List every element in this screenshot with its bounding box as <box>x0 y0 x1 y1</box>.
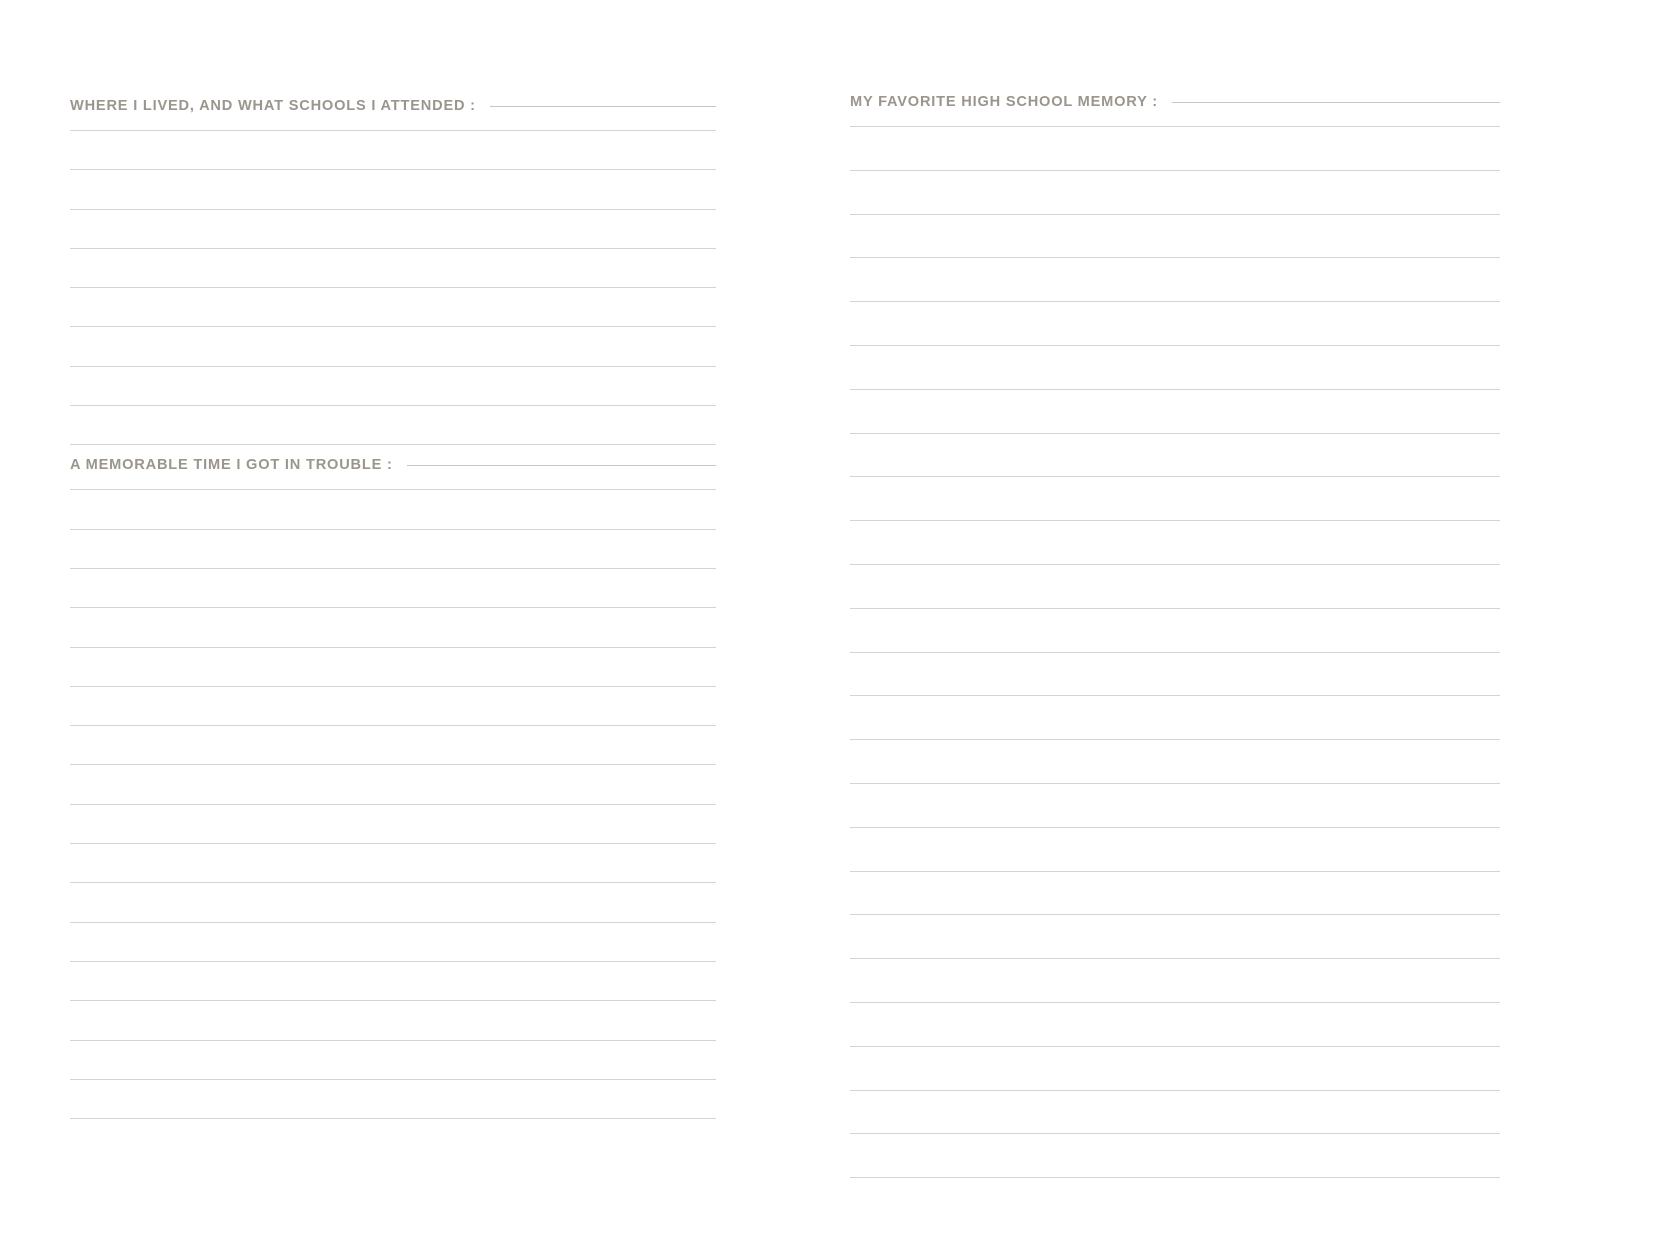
write-line[interactable] <box>70 169 716 170</box>
write-line[interactable] <box>70 287 716 288</box>
write-line[interactable] <box>70 529 716 530</box>
write-line[interactable] <box>850 739 1500 740</box>
writing-lines-favorite-high-school-memory[interactable] <box>850 126 1500 1178</box>
section-favorite-high-school-memory <box>850 92 1500 1178</box>
write-line[interactable] <box>850 301 1500 302</box>
write-line[interactable] <box>850 433 1500 434</box>
write-line[interactable] <box>850 520 1500 521</box>
write-line[interactable] <box>70 1079 716 1080</box>
write-line[interactable] <box>70 922 716 923</box>
section-where-i-lived <box>70 96 716 445</box>
write-line[interactable] <box>850 783 1500 784</box>
writing-lines-where-i-lived[interactable] <box>70 130 716 445</box>
write-line[interactable] <box>70 130 716 131</box>
section-title-memorable-trouble: A MEMORABLE TIME I GOT IN TROUBLE : <box>70 457 393 474</box>
write-line[interactable] <box>850 1177 1500 1178</box>
header-rule <box>407 465 716 466</box>
write-line[interactable] <box>70 366 716 367</box>
section-header <box>70 96 716 116</box>
write-line[interactable] <box>70 326 716 327</box>
write-line[interactable] <box>850 608 1500 609</box>
write-line[interactable] <box>70 489 716 490</box>
section-title-favorite-high-school-memory: MY FAVORITE HIGH SCHOOL MEMORY : <box>850 93 1158 110</box>
write-line[interactable] <box>850 476 1500 477</box>
write-line[interactable] <box>70 568 716 569</box>
write-line[interactable] <box>850 345 1500 346</box>
write-line[interactable] <box>70 1000 716 1001</box>
write-line[interactable] <box>850 827 1500 828</box>
write-line[interactable] <box>70 764 716 765</box>
header-rule <box>1172 102 1500 103</box>
write-line[interactable] <box>850 389 1500 390</box>
write-line[interactable] <box>850 170 1500 171</box>
write-line[interactable] <box>850 1002 1500 1003</box>
write-line[interactable] <box>70 1040 716 1041</box>
write-line[interactable] <box>850 214 1500 215</box>
write-line[interactable] <box>70 1118 716 1119</box>
write-line[interactable] <box>70 405 716 406</box>
right-page <box>828 0 1656 1242</box>
section-title-where-i-lived: WHERE I LIVED, AND WHAT SCHOOLS I ATTENDED : <box>70 97 476 114</box>
write-line[interactable] <box>850 871 1500 872</box>
section-header <box>70 455 716 475</box>
section-spacer <box>70 445 716 455</box>
write-line[interactable] <box>850 695 1500 696</box>
write-line[interactable] <box>850 652 1500 653</box>
section-memorable-trouble <box>70 455 716 1119</box>
write-line[interactable] <box>70 882 716 883</box>
writing-lines-memorable-trouble[interactable] <box>70 489 716 1119</box>
write-line[interactable] <box>70 248 716 249</box>
write-line[interactable] <box>850 126 1500 127</box>
write-line[interactable] <box>70 725 716 726</box>
write-line[interactable] <box>850 257 1500 258</box>
header-rule <box>490 106 716 107</box>
write-line[interactable] <box>70 686 716 687</box>
section-header <box>850 92 1500 112</box>
write-line[interactable] <box>70 843 716 844</box>
write-line[interactable] <box>850 1133 1500 1134</box>
write-line[interactable] <box>850 958 1500 959</box>
write-line[interactable] <box>70 647 716 648</box>
write-line[interactable] <box>70 804 716 805</box>
write-line[interactable] <box>70 961 716 962</box>
write-line[interactable] <box>850 564 1500 565</box>
write-line[interactable] <box>850 1090 1500 1091</box>
write-line[interactable] <box>70 607 716 608</box>
write-line[interactable] <box>850 914 1500 915</box>
write-line[interactable] <box>850 1046 1500 1047</box>
write-line[interactable] <box>70 444 716 445</box>
write-line[interactable] <box>70 209 716 210</box>
